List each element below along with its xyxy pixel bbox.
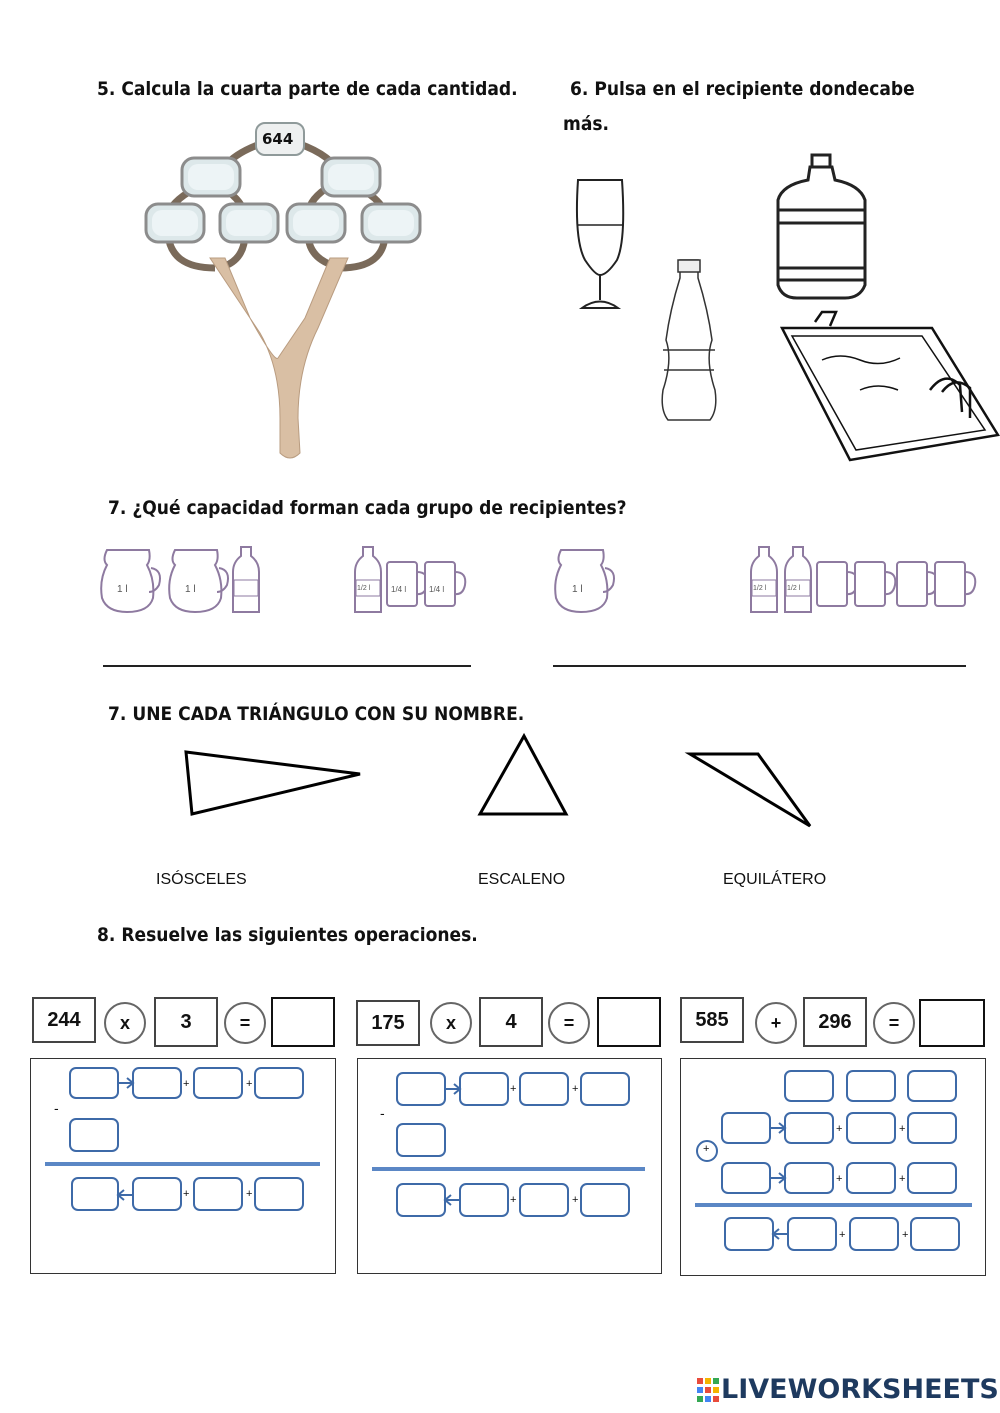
question-6-title-line2: más. — [563, 113, 610, 135]
svg-text:1 l: 1 l — [572, 584, 583, 595]
plus-sign: + — [510, 1083, 517, 1095]
input-box[interactable] — [255, 1178, 303, 1210]
input-box[interactable] — [722, 1113, 770, 1143]
input-box[interactable] — [194, 1068, 242, 1098]
scalene-triangle[interactable] — [186, 752, 360, 814]
input-box[interactable] — [908, 1071, 956, 1101]
input-box[interactable] — [397, 1124, 445, 1156]
work-panels-grid — [0, 1058, 1000, 1278]
tree-node[interactable] — [146, 204, 204, 242]
input-box[interactable] — [788, 1218, 836, 1250]
svg-text:1/2 l: 1/2 l — [753, 585, 767, 592]
input-box[interactable] — [255, 1068, 303, 1098]
plus-sign: + — [246, 1078, 253, 1090]
input-box[interactable] — [520, 1184, 568, 1216]
input-box[interactable] — [70, 1068, 118, 1098]
plus-sign: + — [246, 1188, 253, 1200]
operand-b-2: 4 — [479, 997, 543, 1047]
input-box[interactable] — [460, 1073, 508, 1105]
obtuse-triangle[interactable] — [690, 754, 810, 826]
operand-b-1: 3 — [154, 997, 218, 1047]
triangles — [180, 728, 820, 833]
result-box-2[interactable] — [597, 997, 661, 1047]
tree-node[interactable] — [362, 204, 420, 242]
container-group-2 — [355, 547, 465, 612]
triangle-name-scalene[interactable]: ESCALENO — [478, 871, 566, 888]
input-box[interactable] — [133, 1178, 181, 1210]
tree-node[interactable] — [182, 158, 240, 196]
division-tree — [130, 118, 430, 468]
plus-sign: + — [836, 1173, 843, 1185]
container-group-1 — [101, 547, 259, 612]
operand-a-2: 175 — [356, 1000, 420, 1046]
question-7a-title: 7. ¿Qué capacidad forman cada grupo de recipientes? — [108, 497, 627, 519]
input-box[interactable] — [911, 1218, 959, 1250]
plus-sign: + — [183, 1188, 190, 1200]
input-box[interactable] — [847, 1163, 895, 1193]
input-box[interactable] — [133, 1068, 181, 1098]
minus-sign: - — [380, 1105, 385, 1121]
input-box[interactable] — [785, 1071, 833, 1101]
liveworksheets-brand: LIVEWORKSHEETS — [721, 1374, 999, 1405]
minus-sign: - — [54, 1100, 59, 1116]
svg-text:1/2 l: 1/2 l — [357, 585, 371, 592]
input-box[interactable] — [785, 1163, 833, 1193]
input-box[interactable] — [520, 1073, 568, 1105]
input-box[interactable] — [581, 1184, 629, 1216]
container-group-4 — [751, 547, 975, 612]
operator-2: x — [430, 1002, 472, 1044]
equals-3: = — [873, 1002, 915, 1044]
water-jug-icon[interactable] — [778, 155, 865, 298]
operator-3: + — [755, 1002, 797, 1044]
input-box[interactable] — [460, 1184, 508, 1216]
plus-sign: + — [510, 1194, 517, 1206]
input-box[interactable] — [725, 1218, 773, 1250]
operand-b-3: 296 — [803, 997, 867, 1047]
plus-sign: + — [899, 1123, 906, 1135]
equilateral-triangle[interactable] — [480, 736, 566, 814]
svg-text:1/2 l: 1/2 l — [787, 585, 801, 592]
input-box[interactable] — [722, 1163, 770, 1193]
answer-line-2[interactable] — [553, 665, 966, 667]
containers-illustration — [560, 150, 1000, 470]
plus-sign: + — [572, 1194, 579, 1206]
pool-icon[interactable] — [782, 312, 998, 460]
tree-node[interactable] — [287, 204, 345, 242]
operator-1: x — [104, 1002, 146, 1044]
carry-plus-sign: + — [703, 1143, 710, 1155]
input-box[interactable] — [847, 1113, 895, 1143]
jug-label: 1 l — [185, 584, 196, 595]
container-group-3 — [555, 550, 614, 612]
result-box-1[interactable] — [271, 997, 335, 1047]
input-box[interactable] — [397, 1184, 445, 1216]
liveworksheets-logo-icon — [697, 1378, 719, 1404]
plus-sign: + — [902, 1229, 909, 1241]
operand-a-3: 585 — [680, 997, 744, 1043]
input-box[interactable] — [785, 1113, 833, 1143]
input-box[interactable] — [194, 1178, 242, 1210]
input-box[interactable] — [397, 1073, 445, 1105]
wine-glass-icon[interactable] — [577, 180, 623, 308]
tree-top-value: 644 — [262, 130, 294, 148]
input-box[interactable] — [847, 1071, 895, 1101]
container-groups — [95, 540, 985, 620]
triangle-name-equilateral[interactable]: EQUILÁTERO — [723, 871, 827, 888]
input-box[interactable] — [72, 1178, 118, 1210]
answer-line-1[interactable] — [103, 665, 471, 667]
triangle-name-isosceles[interactable]: ISÓSCELES — [156, 871, 247, 888]
question-6-title-line1: 6. Pulsa en el recipiente dondecabe — [570, 78, 915, 100]
input-box[interactable] — [908, 1163, 956, 1193]
plus-sign: + — [899, 1173, 906, 1185]
plus-sign: + — [183, 1078, 190, 1090]
svg-text:1/4 l: 1/4 l — [391, 585, 407, 594]
tree-node[interactable] — [220, 204, 278, 242]
input-box[interactable] — [70, 1119, 118, 1151]
operand-a-1: 244 — [32, 997, 96, 1043]
result-box-3[interactable] — [919, 999, 985, 1047]
input-box[interactable] — [908, 1113, 956, 1143]
svg-text:1/4 l: 1/4 l — [429, 585, 445, 594]
input-box[interactable] — [581, 1073, 629, 1105]
question-7b-title: 7. UNE CADA TRIÁNGULO CON SU NOMBRE. — [108, 703, 525, 725]
plus-sign: + — [836, 1123, 843, 1135]
equals-2: = — [548, 1002, 590, 1044]
question-5-title: 5. Calcula la cuarta parte de cada cantidad. — [97, 78, 518, 100]
question-8-title: 8. Resuelve las siguientes operaciones. — [97, 924, 478, 946]
jug-label: 1 l — [117, 584, 128, 595]
equals-1: = — [224, 1002, 266, 1044]
tree-node[interactable] — [322, 158, 380, 196]
bottle-icon[interactable] — [662, 260, 716, 420]
plus-sign: + — [839, 1229, 846, 1241]
plus-sign: + — [572, 1083, 579, 1095]
input-box[interactable] — [850, 1218, 898, 1250]
